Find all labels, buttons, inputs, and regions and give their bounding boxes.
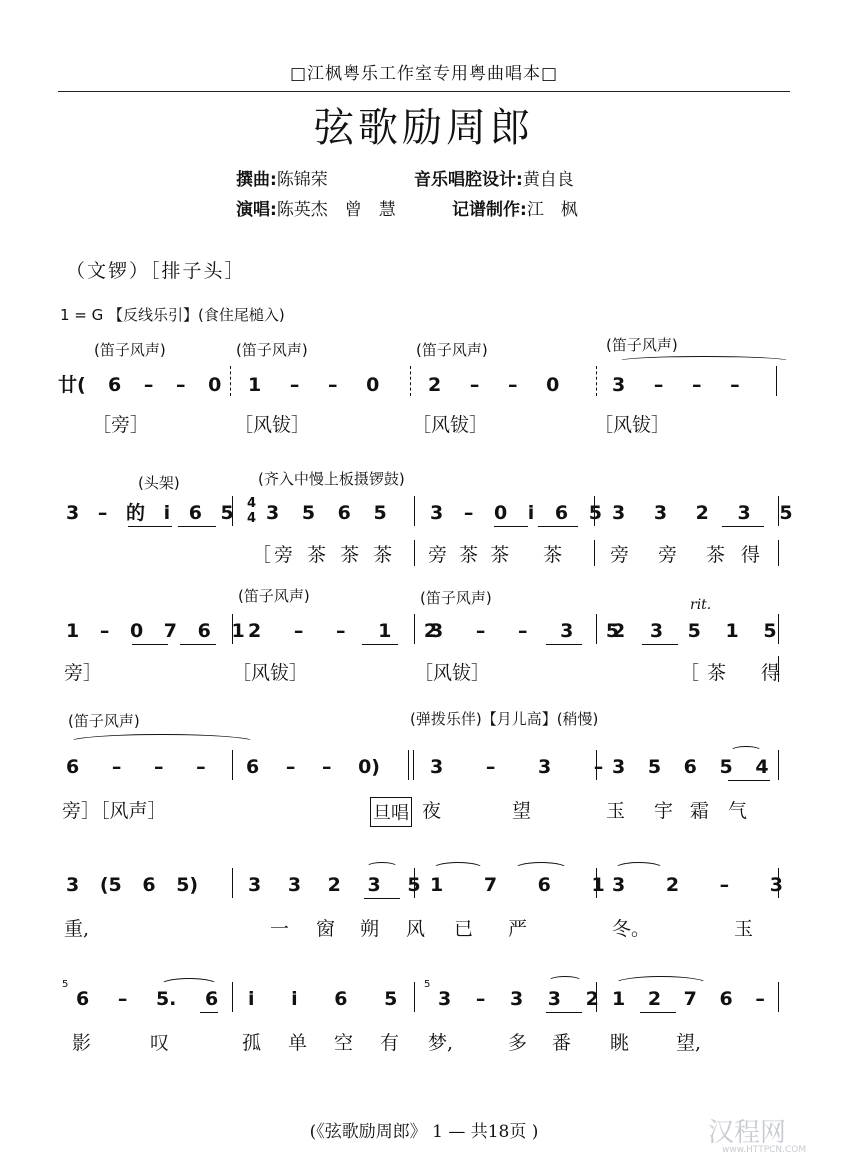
lyric: 番 bbox=[552, 1032, 572, 1054]
barline bbox=[596, 982, 597, 1012]
notation-label: 记谱制作: bbox=[452, 200, 527, 220]
beam-underline bbox=[728, 780, 770, 781]
lyric: 旁 旁 茶 得 bbox=[610, 544, 766, 566]
barline bbox=[232, 868, 233, 898]
lyric: ［旁 茶 茶 茶 bbox=[252, 544, 396, 566]
lyric: 气 bbox=[728, 800, 748, 822]
measure: 3 5 6 5 4 bbox=[612, 756, 769, 778]
beam-underline bbox=[642, 644, 678, 645]
barline bbox=[230, 366, 231, 396]
measure: 3 2 – 3 bbox=[612, 874, 784, 896]
lyric: 旁 茶 茶 茶 bbox=[428, 544, 566, 566]
annotation-section: (弹拨乐伴)【月儿高】(稍慢) bbox=[410, 710, 599, 728]
watermark-logo: 汉程网 bbox=[708, 1118, 787, 1148]
measure: 3 5 6 5 bbox=[266, 502, 387, 524]
time-signature-bottom: 4 bbox=[247, 511, 257, 526]
lyric: 玉 bbox=[606, 800, 626, 822]
measure: 3 – 的 i 6 5 bbox=[66, 502, 234, 524]
barline bbox=[778, 750, 779, 780]
barline bbox=[778, 868, 779, 898]
lyric: 已 bbox=[454, 918, 474, 940]
measure: 3 – – – bbox=[612, 374, 740, 396]
lyric: 风 bbox=[406, 918, 426, 940]
lyric: 窗 bbox=[316, 918, 336, 940]
tune-designer: 黄自良 bbox=[522, 170, 574, 190]
role-marker: 旦唱 bbox=[370, 797, 412, 827]
notation-credit bbox=[452, 202, 578, 219]
tie-arc bbox=[614, 862, 664, 876]
singer-names: 陈英杰 曾 慧 bbox=[276, 200, 396, 220]
barline bbox=[414, 540, 415, 566]
beam-underline bbox=[364, 898, 400, 899]
measure: 3 – 3 – bbox=[430, 756, 604, 778]
score-title: 弦歌励周郎 bbox=[314, 105, 534, 151]
annotation-percussion: (齐入中慢上板摄锣鼓) bbox=[258, 470, 405, 488]
lyric: 朔 bbox=[360, 918, 380, 940]
measure: 6 – – 0) bbox=[246, 756, 380, 778]
lyric: ［风钹］ bbox=[232, 662, 309, 684]
measure: 2 – – 0 bbox=[428, 374, 560, 396]
barline bbox=[232, 982, 233, 1012]
lyric: 有 bbox=[380, 1032, 400, 1054]
beam-underline bbox=[180, 644, 216, 645]
lyric: 望 bbox=[512, 800, 532, 822]
lyric: 望, bbox=[676, 1032, 702, 1054]
lyric: 旁］［风声］ bbox=[62, 800, 167, 822]
barline bbox=[596, 614, 597, 644]
tie-arc bbox=[160, 978, 218, 992]
lyric: 孤 bbox=[242, 1032, 262, 1054]
measure: 6 – 5. 6 bbox=[76, 988, 219, 1010]
tie-arc bbox=[548, 976, 582, 986]
lyric: 宇 bbox=[654, 800, 674, 822]
double-barline bbox=[408, 750, 409, 780]
beam-underline bbox=[546, 644, 582, 645]
lyric: 梦, bbox=[428, 1032, 454, 1054]
free-meter-mark: 廿( bbox=[58, 374, 86, 396]
lyric: ［风钹］ bbox=[412, 414, 489, 436]
annotation-head: (头架) bbox=[138, 474, 180, 492]
notation-maker: 江 枫 bbox=[526, 200, 578, 220]
barline bbox=[232, 614, 233, 644]
barline bbox=[778, 496, 779, 526]
beam-underline bbox=[494, 526, 528, 527]
lyric: 夜 bbox=[422, 800, 442, 822]
tie-arc bbox=[614, 976, 708, 992]
annotation-flute: (笛子风声) bbox=[420, 589, 492, 607]
measure: 1 – – 0 bbox=[248, 374, 380, 396]
lyric: 影 bbox=[72, 1032, 92, 1054]
measure: 3 – – 3 5 bbox=[430, 620, 620, 642]
intro-line: （文锣）［排子头］ bbox=[66, 260, 246, 282]
lyric: 眺 bbox=[610, 1032, 630, 1054]
lyric: 旁］ bbox=[64, 662, 103, 684]
composer-name: 陈锦荣 bbox=[276, 170, 328, 190]
page-footer: (《弦歌励周郎》 1 — 共18页 ) bbox=[309, 1122, 539, 1142]
composer-label: 撰曲: bbox=[236, 170, 277, 190]
annotation-flute: (笛子风声) bbox=[94, 341, 166, 359]
tie-arc bbox=[366, 862, 398, 872]
measure: 6 – – – bbox=[66, 756, 206, 778]
measure: 3 3 2 3 5 bbox=[248, 874, 421, 896]
lyric: ［风钹］ bbox=[594, 414, 671, 436]
singer-credit bbox=[236, 202, 396, 219]
barline bbox=[414, 982, 415, 1012]
tie-arc bbox=[68, 734, 256, 750]
measure: 1 7 6 1 bbox=[430, 874, 605, 896]
barline bbox=[778, 656, 779, 682]
barline bbox=[232, 750, 233, 780]
barline bbox=[778, 540, 779, 566]
measure: 3 3 2 3 5 bbox=[612, 502, 793, 524]
barline bbox=[594, 496, 595, 526]
lyric: 严 bbox=[508, 918, 528, 940]
lyric: 单 bbox=[288, 1032, 308, 1054]
annotation-flute: (笛子风声) bbox=[416, 341, 488, 359]
lyric: ［风钹］ bbox=[414, 662, 491, 684]
barline bbox=[414, 868, 415, 898]
page-header: □江枫粤乐工作室专用粤曲唱本□ bbox=[289, 64, 559, 84]
key-signature-line: 1 = G 【反线乐引】(食住尾槌入) bbox=[60, 306, 285, 324]
barline bbox=[232, 496, 233, 526]
ritardando-mark: rit. bbox=[690, 597, 712, 613]
barline bbox=[596, 366, 597, 396]
beam-underline bbox=[132, 644, 168, 645]
singer-label: 演唱: bbox=[236, 200, 277, 220]
tie-arc bbox=[514, 862, 568, 876]
beam-underline bbox=[128, 526, 172, 527]
time-signature-top: 4 bbox=[247, 496, 257, 511]
measure: 2 3 5 1 5 bbox=[612, 620, 777, 642]
barline bbox=[778, 614, 779, 644]
grace-note: 5 bbox=[62, 979, 69, 990]
beam-underline bbox=[362, 644, 398, 645]
beam-underline bbox=[546, 1012, 582, 1013]
barline bbox=[596, 868, 597, 898]
tie-arc bbox=[730, 746, 762, 756]
beam-underline bbox=[722, 526, 764, 527]
annotation-flute: (笛子风声) bbox=[606, 336, 678, 354]
measure: 3 – 0 i 6 5 bbox=[430, 502, 602, 524]
barline bbox=[594, 540, 595, 566]
barline bbox=[414, 614, 415, 644]
annotation-flute: (笛子风声) bbox=[68, 712, 140, 730]
lyric: 霜 bbox=[690, 800, 710, 822]
beam-underline bbox=[200, 1012, 218, 1013]
lyric: 重, bbox=[64, 918, 90, 940]
lyric: 多 bbox=[508, 1032, 528, 1054]
annotation-flute: (笛子风声) bbox=[236, 341, 308, 359]
measure: 1 – 0 7 6 1 bbox=[66, 620, 245, 642]
annotation-flute: (笛子风声) bbox=[238, 587, 310, 605]
barline bbox=[596, 750, 597, 780]
barline bbox=[410, 366, 411, 396]
composer-credit bbox=[236, 172, 328, 189]
measure: 1 2 7 6 – bbox=[612, 988, 765, 1010]
double-barline bbox=[413, 750, 414, 780]
lyric: ［风钹］ bbox=[234, 414, 311, 436]
lyric: ［旁］ bbox=[92, 414, 150, 436]
beam-underline bbox=[640, 1012, 676, 1013]
header-rule bbox=[58, 91, 790, 92]
barline bbox=[414, 496, 415, 526]
grace-note: 5 bbox=[424, 979, 431, 990]
beam-underline bbox=[538, 526, 578, 527]
measure: 2 – – 1 2 bbox=[248, 620, 438, 642]
lyric: 空 bbox=[334, 1032, 354, 1054]
beam-underline bbox=[178, 526, 216, 527]
barline bbox=[776, 366, 777, 396]
tie-arc bbox=[432, 862, 484, 876]
tie-arc bbox=[618, 356, 790, 366]
tune-credit bbox=[414, 172, 574, 189]
measure: 3 (5 6 5) bbox=[66, 874, 199, 896]
measure: 6 – – 0 bbox=[108, 374, 222, 396]
barline bbox=[778, 982, 779, 1012]
lyric: ［茶 得 bbox=[680, 662, 789, 684]
watermark-url: www.HTTPCN.COM bbox=[722, 1145, 807, 1155]
lyric: 冬。 bbox=[612, 918, 651, 940]
lyric: 玉 bbox=[734, 918, 754, 940]
lyric: 一 bbox=[270, 918, 290, 940]
tune-label: 音乐唱腔设计: bbox=[414, 170, 523, 190]
lyric: 叹 bbox=[150, 1032, 170, 1054]
measure: i i 6 5 bbox=[248, 988, 398, 1010]
measure: 3 – 3 3 2 bbox=[438, 988, 599, 1010]
